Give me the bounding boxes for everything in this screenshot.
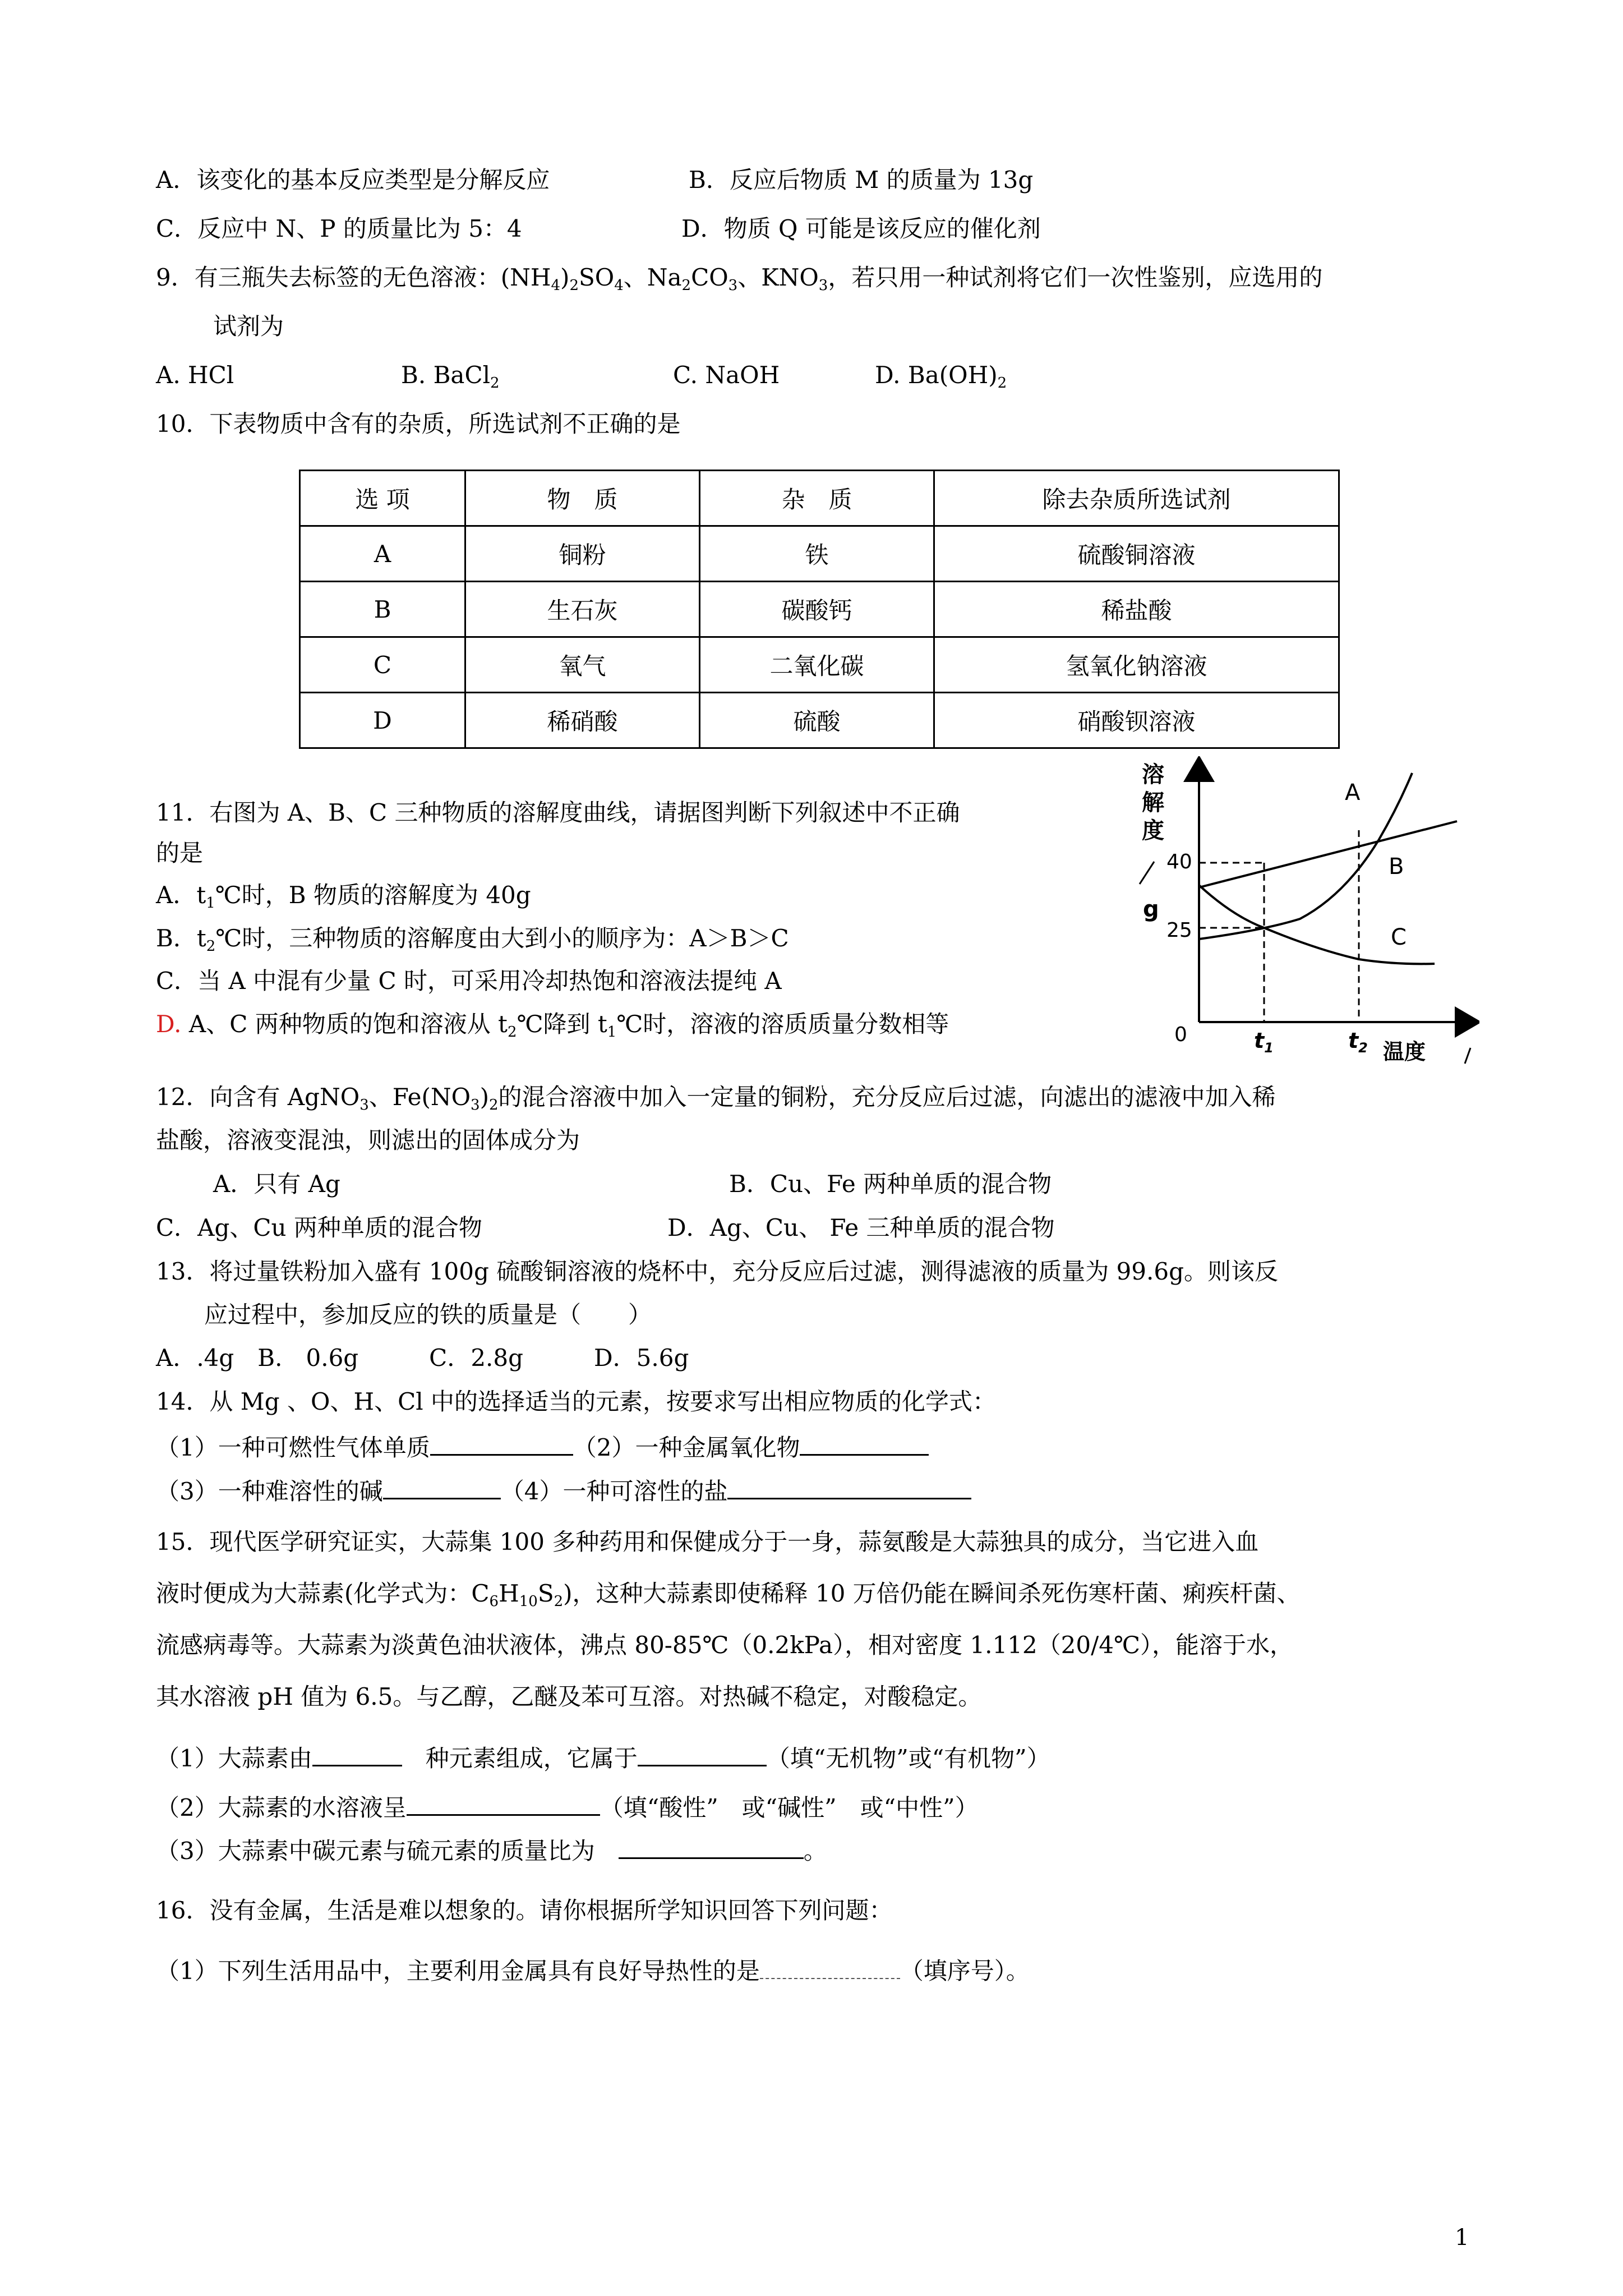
q13-stem-line2: 应过程中，参加反应的铁的质量是（ ） — [204, 1301, 652, 1328]
y-label-unit: g — [1143, 896, 1159, 922]
q12-option-c: C．Ag、Cu 两种单质的混合物 — [156, 1214, 482, 1241]
x-axis-label: 温度 — [1383, 1039, 1426, 1064]
y-tick-label: 25 — [1166, 919, 1192, 942]
answer-blank[interactable] — [727, 1478, 971, 1499]
table-row — [300, 693, 1339, 748]
y-label-char: 溶 — [1142, 762, 1164, 788]
header-reagent: 除去杂质所选试剂 — [934, 471, 1339, 526]
cell-substance: 稀硝酸 — [465, 693, 700, 748]
q15-part3: （3）大蒜素中碳元素与硫元素的质量比为 。 — [156, 1837, 827, 1865]
curve-label-b: B — [1389, 854, 1404, 880]
x-tick-t2: $t_2$ — [1348, 1028, 1368, 1056]
q15-line3: 流感病毒等。大蒜素为淡黄色油状液体，沸点 80-85℃（0.2kPa），相对密度 1.112（20/4℃），能溶于水， — [156, 1631, 1293, 1659]
table-row — [300, 582, 1339, 637]
q11-stem-line2: 的是 — [156, 839, 204, 867]
q10-stem: 10．下表物质中含有的杂质，所选试剂不正确的是 — [156, 410, 681, 438]
page-number: 1 — [1455, 2225, 1469, 2251]
y-label-char: 度 — [1142, 818, 1164, 844]
x-label-slash — [1465, 1048, 1470, 1064]
answer-blank[interactable] — [383, 1478, 501, 1499]
cell-substance: 生石灰 — [465, 582, 700, 637]
y-tick-label: 40 — [1166, 850, 1192, 873]
q13-stem: 13．将过量铁粉加入盛有 100g 硫酸铜溶液的烧杯中，充分反应后过滤，测得滤液的质量为 99.6g。则该反 — [156, 1258, 1278, 1285]
curve-a — [1199, 773, 1412, 939]
q15-part2: （2）大蒜素的水溶液呈 （填“酸性” 或“碱性” 或“中性”） — [156, 1794, 979, 1821]
q12-option-d: D．Ag、Cu、 Fe 三种单质的混合物 — [667, 1214, 1055, 1241]
q15-part1: （1）大蒜素由 种元素组成，它属于 （填“无机物”或“有机物”） — [156, 1745, 1050, 1772]
answer-blank[interactable] — [619, 1837, 804, 1859]
q11-stem: 11．右图为 A、B、C 三种物质的溶解度曲线，请据图判断下列叙述中不正确 — [156, 799, 960, 826]
q11-option-d: D. A、C 两种物质的饱和溶液从 $t_2℃$降到 $t_1℃$时，溶液的溶质质量分数相等 — [156, 1010, 949, 1041]
header-option: 选 项 — [300, 471, 465, 526]
q11-option-c: C．当 A 中混有少量 C 时，可采用冷却热饱和溶液法提纯 A — [156, 967, 782, 995]
q15-line1: 15．现代医学研究证实，大蒜集 100 多种药用和保健成分于一身，蒜氨酸是大蒜独具的成分，当它进入血 — [156, 1528, 1259, 1556]
cell-reagent: 硝酸钡溶液 — [934, 693, 1339, 748]
q15-line4: 其水溶液 pH 值为 6.5。与乙醇，乙醚及苯可互溶。对热碱不稳定，对酸稳定。 — [156, 1683, 982, 1710]
q8-option-c: C．反应中 N、P 的质量比为 5：4 — [156, 215, 522, 242]
q9-stem: 9．有三瓶失去标签的无色溶液：$(NH_4)_2SO_4$、$Na_2CO_3$、$KNO_3$，若只用一种试剂将它们一次性鉴别，应选用的 — [156, 264, 1323, 294]
q8-option-b: B．反应后物质 M 的质量为 13g — [689, 166, 1034, 194]
q16-part1: （1）下列生活用品中，主要利用金属具有良好导热性的是 （填序号）。 — [156, 1957, 1030, 1985]
q9-stem-line2: 试剂为 — [213, 312, 284, 340]
header-impurity: 杂 质 — [700, 471, 934, 526]
q13-options: A．.4g B. 0.6g C．2.8g D．5.6g — [156, 1344, 689, 1372]
cell-option: D — [300, 693, 465, 748]
impurity-table — [299, 470, 1340, 749]
answer-mark: D. — [156, 1010, 182, 1038]
cell-substance: 氧气 — [465, 637, 700, 693]
cell-impurity: 硫酸 — [700, 693, 934, 748]
cell-option: B — [300, 582, 465, 637]
q9-option-b: B. BaCl$_2$ — [401, 361, 500, 392]
cell-impurity: 铁 — [700, 526, 934, 582]
answer-blank[interactable] — [312, 1745, 402, 1766]
q12-stem-line2: 盐酸，溶液变混浊，则滤出的固体成分为 — [156, 1126, 580, 1154]
q11-option-b: B．$t_2℃$时，三种物质的溶解度由大到小的顺序为：A＞B＞C — [156, 924, 789, 955]
q14-stem: 14．从 Mg 、O、H、Cl 中的选择适当的元素，按要求写出相应物质的化学式： — [156, 1388, 997, 1415]
solubility-chart — [1132, 756, 1479, 1070]
curve-label-c: C — [1391, 924, 1407, 950]
q15-line2: 液时便成为大蒜素(化学式为：$C_6H_{10}S_2$)，这种大蒜素即使稀释 10 万倍仍能在瞬间杀死伤寒杆菌、痢疾杆菌、 — [156, 1580, 1301, 1610]
cell-impurity: 碳酸钙 — [700, 582, 934, 637]
cell-option: C — [300, 637, 465, 693]
y-label-char: 解 — [1142, 790, 1164, 816]
x-tick-t1: $t_1$ — [1254, 1028, 1274, 1056]
q16-stem: 16．没有金属，生活是难以想象的。请你根据所学知识回答下列问题： — [156, 1897, 893, 1924]
q14-part3: （3）一种难溶性的碱 （4）一种可溶性的盐 — [156, 1478, 971, 1503]
y-label-slash — [1140, 862, 1154, 884]
cell-reagent: 硫酸铜溶液 — [934, 526, 1339, 582]
answer-blank[interactable] — [638, 1745, 767, 1766]
q9-option-c: C. NaOH — [673, 361, 780, 389]
q12-stem: 12．向含有 AgNO$_3$、$Fe(NO_3)_2$的混合溶液中加入一定量的铜粉，充分反应后过滤，向滤出的滤液中加入稀 — [156, 1083, 1276, 1114]
cell-reagent: 稀盐酸 — [934, 582, 1339, 637]
answer-blank[interactable] — [430, 1434, 573, 1456]
cell-option: A — [300, 526, 465, 582]
header-substance: 物 质 — [465, 471, 700, 526]
answer-blank[interactable] — [760, 1958, 900, 1979]
q12-option-a: A．只有 Ag — [213, 1170, 340, 1198]
origin-label: 0 — [1174, 1023, 1187, 1046]
q11-option-a: A．$t_1℃$时，B 物质的溶解度为 40g — [156, 881, 531, 912]
table-row — [300, 526, 1339, 582]
answer-blank[interactable] — [407, 1794, 600, 1816]
cell-substance: 铜粉 — [465, 526, 700, 582]
curve-b — [1199, 821, 1457, 887]
q9-option-d: D. $Ba(OH)_2$ — [875, 361, 1007, 392]
q12-option-b: B．Cu、Fe 两种单质的混合物 — [729, 1170, 1052, 1198]
q14-part1: （1）一种可燃性气体单质 （2）一种金属氧化物 — [156, 1434, 929, 1460]
q8-option-a: A．该变化的基本反应类型是分解反应 — [156, 166, 550, 194]
table-header-row — [300, 471, 1339, 526]
cell-impurity: 二氧化碳 — [700, 637, 934, 693]
curve-label-a: A — [1345, 780, 1361, 806]
q8-option-d: D．物质 Q 可能是该反应的催化剂 — [681, 215, 1041, 242]
answer-blank[interactable] — [800, 1434, 929, 1456]
q9-option-a: A. HCl — [156, 361, 234, 389]
cell-reagent: 氢氧化钠溶液 — [934, 637, 1339, 693]
table-row — [300, 637, 1339, 693]
